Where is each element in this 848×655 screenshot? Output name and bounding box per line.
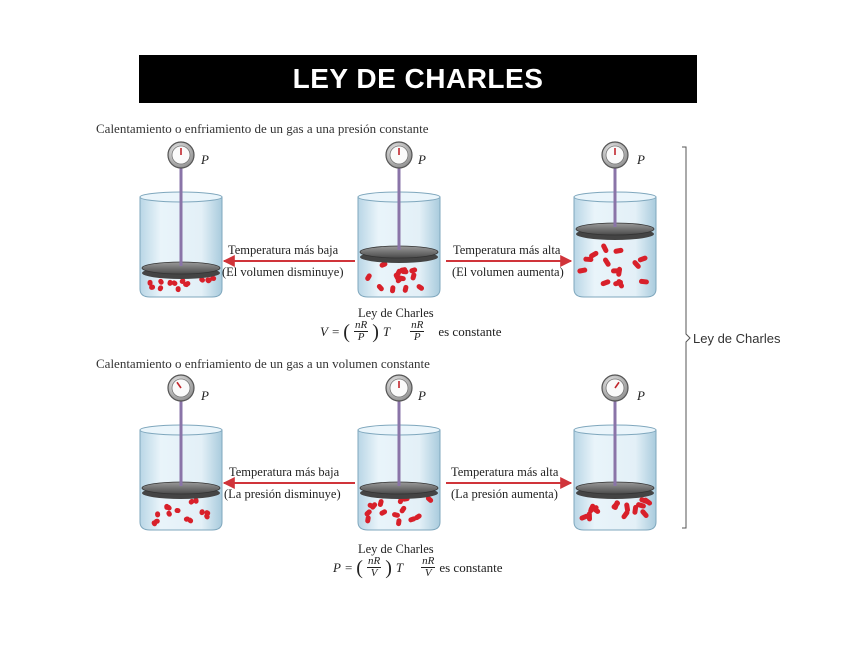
pressure-symbol: P: [637, 152, 645, 167]
const-text: es constante: [439, 559, 503, 575]
brace-label: Ley de Charles: [693, 331, 781, 346]
label-pressure-increases: (La presión aumenta): [451, 487, 558, 501]
const-text: es constante: [438, 323, 502, 339]
label-lower-temp: Temperatura más baja: [228, 243, 339, 257]
page-title: LEY DE CHARLES: [292, 63, 544, 94]
pressure-symbol: P: [201, 388, 209, 403]
law-name: Ley de Charles: [358, 542, 434, 556]
formula-lhs: V: [320, 323, 328, 339]
right-brace: [682, 147, 690, 528]
pressure-symbol: P: [418, 152, 426, 167]
label-higher-temp: Temperatura más alta: [451, 465, 559, 479]
formula-num: nR: [367, 555, 381, 567]
label-lower-temp: Temperatura más baja: [229, 465, 340, 479]
gas-particle: [587, 511, 592, 521]
label-volume-increases: (El volumen aumenta): [452, 265, 564, 279]
formula-den: V: [370, 567, 378, 579]
const-den: V: [424, 567, 432, 579]
gas-particle: [176, 286, 181, 292]
pressure-symbol: P: [637, 388, 645, 403]
const-num: nR: [411, 319, 424, 331]
const-den: P: [413, 331, 421, 343]
law-name: Ley de Charles: [358, 306, 434, 320]
formula-var: T: [395, 559, 404, 575]
heading-constant-pressure: Calentamiento o enfriamiento de un gas a una presión constante: [96, 121, 429, 136]
formula-pressure: P = ( $\frac{nR}{V}$ ) T $\frac{nR}{V}$ es constante: [333, 555, 503, 579]
formula-num: nR: [354, 319, 368, 331]
formula-volume: V = ( $\frac{nR}{P}$ ) T $\frac{nR}{P}$ es constante: [320, 319, 502, 343]
pressure-symbol: P: [201, 152, 209, 167]
label-higher-temp: Temperatura más alta: [453, 243, 561, 257]
heading-constant-volume: Calentamiento o enfriamiento de un gas a un volumen constante: [96, 356, 430, 371]
label-pressure-decreases: (La presión disminuye): [224, 487, 341, 501]
const-num: nR: [422, 555, 435, 567]
label-volume-decreases: (El volumen disminuye): [222, 265, 344, 279]
formula-den: P: [357, 331, 365, 343]
formula-var: T: [382, 323, 391, 339]
pressure-symbol: P: [418, 388, 426, 403]
formula-lhs: P: [333, 559, 341, 575]
